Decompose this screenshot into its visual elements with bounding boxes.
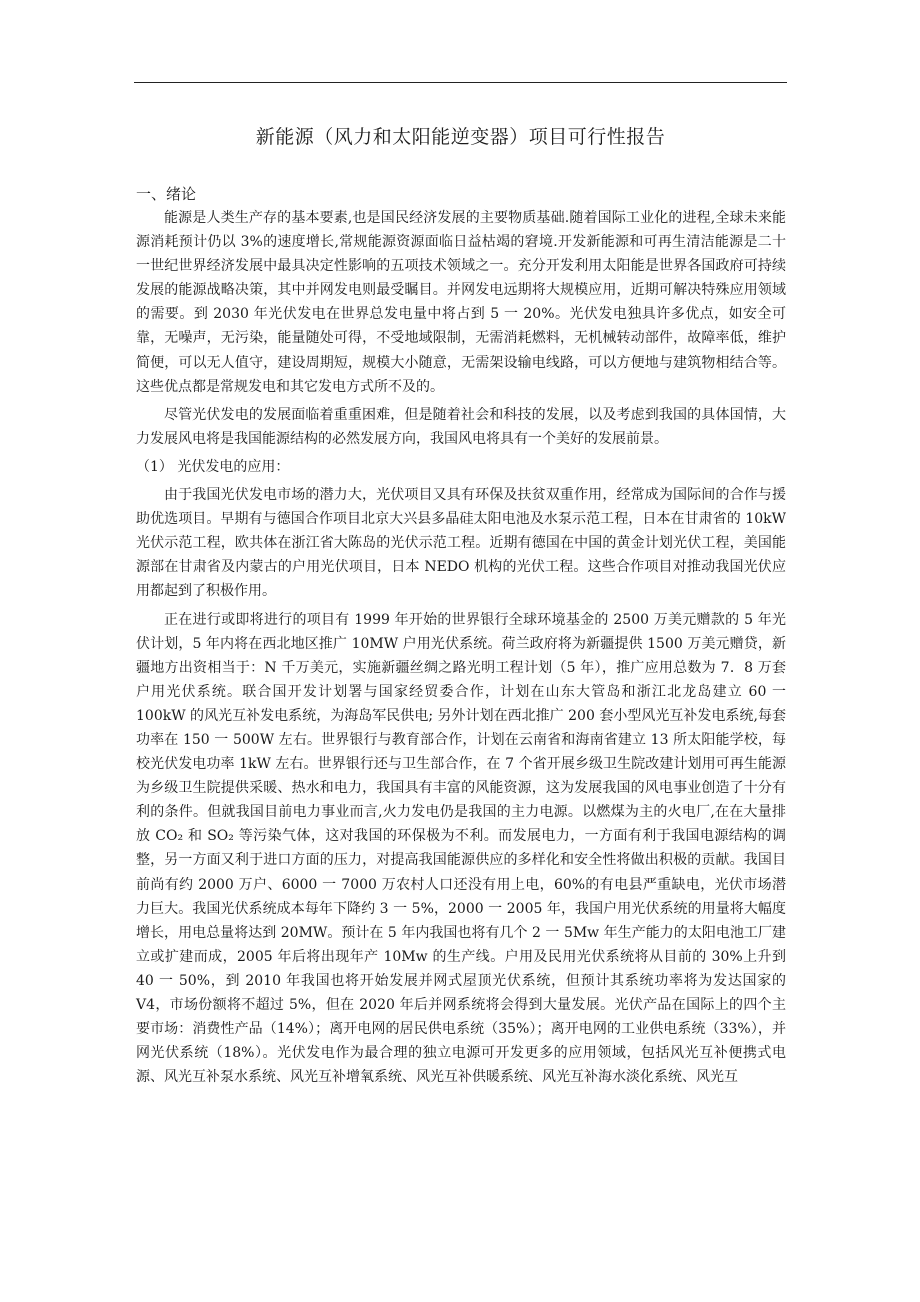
subsection-heading-pv-applications: （1） 光伏发电的应用：: [136, 458, 290, 475]
header-rule: [134, 82, 787, 83]
paragraph-energy-overview: 能源是人类生产存的基本要素,也是国民经济发展的主要物质基础.随着国际工业化的进程,全球未来能源消耗预计仍以 3%的速度增长,常规能源资源面临日益枯竭的窘境.开发新能源和可再生清洁能源是二十一世纪世界经济发展中最具决定性影响的五项技术领域之一。充分开发利用太阳能是世界各国政府可持续发展的能源战略决策，其中并网发电则最受瞩目。并网发电远期将大规模应用，近期可解决特殊应用领域的需要。到 2030 年光伏发电在世界总发电量中将占到 5 一 20%。光伏发电独具许多优点，如安全可靠，无噪声，无污染，能量随处可得，不受地域限制，无需消耗燃料，无机械转动部件，故障率低，维护简便，可以无人值守，建设周期短，规模大小随意，无需架设输电线路，可以方便地与建筑物相结合等。这些优点都是常规发电和其它发电方式所不及的。: [136, 210, 786, 395]
paragraph-ongoing-projects: 正在进行或即将进行的项目有 1999 年开始的世界银行全球环境基金的 2500 万美元赠款的 5 年光伏计划，5 年内将在西北地区推广 10MW 户用光伏系统。荷兰政府将为新疆提供 1500 万美元赠贷，新疆地方出资相当于：N 千万美元，实施新疆丝绸之路光明工程计划（5 年），推广应用总数为 7．8 万套户用光伏系统。联合国开发计划署与国家经贸委合作，计划在山东大管岛和浙江北龙岛建立 60 一 100kW 的风光互补发电系统，为海岛军民供电; 另外计划在西北推广 200 套小型风光互补发电系统,每套功率在 150 一 500W 左右。世界银行与教育部合作，计划在云南省和海南省建立 13 所太阳能学校，每校光伏发电功率 1kW 左右。世界银行还与卫生部合作，在 7 个省开展乡级卫生院改建计划用可再生能源为乡级卫生院提供采暖、热水和电力，我国具有丰富的风能资源，这为发展我国的风电事业创造了十分有利的条件。但就我国目前电力事业而言,火力发电仍是我国的主力电源。以燃煤为主的火电厂,在在大量排放 CO₂ 和 SO₂ 等污染气体，这对我国的环保极为不利。而发展电力，一方面有利于我国电源结构的调整，另一方面又利于进口方面的压力，对提高我国能源供应的多样化和安全性将做出积极的贡献。我国目前尚有约 2000 万户、6000 一 7000 万农村人口还没有用上电，60%的有电县严重缺电，光伏市场潜力巨大。我国光伏系统成本每年下降约 3 一 5%，2000 一 2005 年，我国户用光伏系统的用量将大幅度增长，用电总量将达到 20MW。预计在 5 年内我国也将有几个 2 一 5Mw 年生产能力的太阳电池工厂建立或扩建而成，2005 年后将出现年产 10Mw 的生产线。户用及民用光伏系统将从目前的 30%上升到 40 一 50%，到 2010 年我国也将开始发展并网式屋顶光伏系统，但预计其系统功率将为发达国家的 V4，市场份额将不超过 5%，但在 2020 年后并网系统将会得到大量发展。光伏产品在国际上的四个主要市场：消费性产品（14%）；离开电网的居民供电系统（35%）；离开电网的工业供电系统（33%），并网光伏系统（18%）。光伏发电作为最合理的独立电源可开发更多的应用领域，包括风光互补便携式电源、风光互补泵水系统、风光互补增氧系统、风光互补供暖系统、风光互补海水淡化系统、风光互: [136, 611, 786, 1086]
paragraph-wind-prospects: 尽管光伏发电的发展面临着重重困难，但是随着社会和科技的发展，以及考虑到我国的具体国情，大力发展风电将是我国能源结构的必然发展方向，我国风电将具有一个美好的发展前景。: [136, 406, 786, 447]
paragraph-international-cooperation: 由于我国光伏发电市场的潜力大，光伏项目又具有环保及扶贫双重作用，经常成为国际间的合作与援助优选项目。早期有与德国合作项目北京大兴县多晶硅太阳电池及水泵示范工程，日本在甘肃省的 10kW 光伏示范工程，欧共体在浙江省大陈岛的光伏示范工程。近期有德国在中国的黄金计划光伏工程，美国能源部在甘肃省及内蒙古的户用光伏项目，日本 NEDO 机构的光伏工程。这些合作项目对推动我国光伏应用都起到了积极作用。: [136, 487, 786, 600]
document-body: [136, 182, 786, 1089]
section-heading-introduction: 一、绪论: [136, 185, 197, 203]
document-title: 新能源（风力和太阳能逆变器）项目可行性报告: [255, 126, 666, 148]
